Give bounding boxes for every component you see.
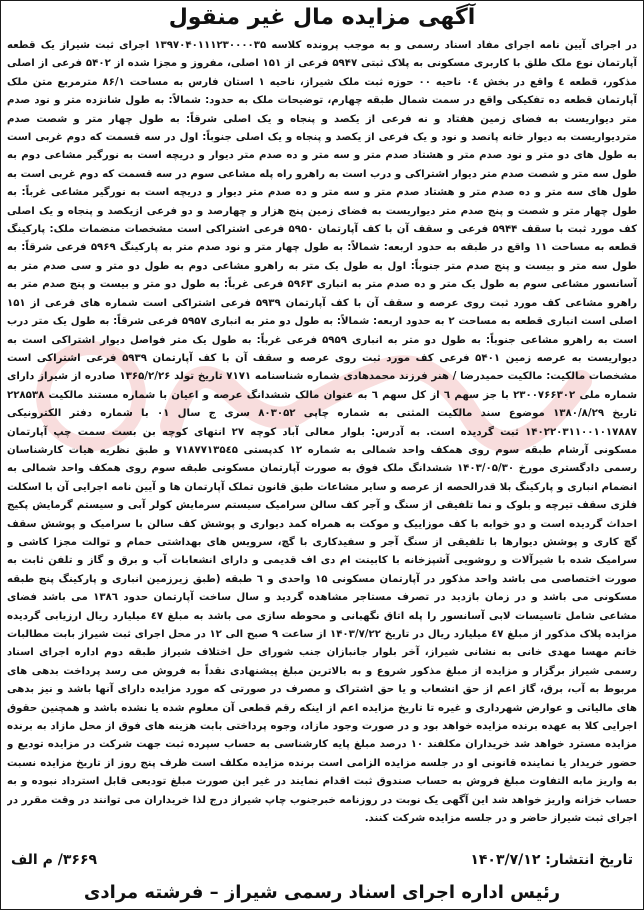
notice-code: ۳۶۶۹/ م الف — [11, 852, 98, 868]
notice-body: در اجرای آیین نامه اجرای مفاد اسناد رسمی و به موجب پرونده کلاسه ۱۳۹۷۰۴۰۱۱۱۲۳۰۰۰۰۳۵ اجرای ثبت شیراز یک قطعه آپارتمان نوع ملک طلق با کاربری مسکونی به پلاک ثبتی ۵۹۴۷ فرعی از ۱۵۱ اصلی، مفروز و مجزا شده از ۵۴۰۲ فرعی از اصلی مذکور، قطعه ٤ واقع در بخش ٠٤ ناحیه ٠٠ حوزه ثبت ملک شیراز، ناحیه ۱ استان فارس به مساحت ۸۶/۱ مترمربع متن ملک آپارتمان قطعه ده تفکیکی واقع در سمت شمال طبقه چهارم، توضیحات ملک به حدود: شمالاً: به طول شانزده متر و نود صدم متر دیواریست به فضای زمین هفتاد و نه فرعی از یکصد و پنجاه و یک اصلی شرقاً: به طول چهار متر و شصت صدم متردیواریست به دیوار خانه پانصد و نود و یک فرعی از یکصد و پنجاه و یک اصلی جنوباً: اول در سه قسمت که دوم غربی است به طول های دو متر و نود صدم متر و هشتاد صدم متر و سه متر و ده صدم متر دیوار و دریچه است به نورگیر مشاعی دوم به طول سه متر و شصت صدم متر دیوار اشتراکی و درب است به راهرو راه پله مشاعی سوم در سه قسمت که دوم غربی است به طول های سه متر و ده صدم متر و هشتاد صدم متر و سه متر و ده صدم متر دیوار و دریچه است به نورگیر مشاعی غرباً: به طول چهار متر و شصت و پنج صدم متر دیواریست به فضای زمین پنج هزار و چهارصد و دو فرعی ازیکصد و پنجاه و یک اصلی کف مورد ثبت با سقف ۵۹۴۴ فرعی و سقف آن با کف آپارتمان ۵۹۵۰ فرعی اشتراکی است مشخصات منضمات ملک: پارکینگ قطعه به مساحت ۱۱ واقع در طبقه به حدود اربعه: شمالاً: به طول چهار متر و نود صدم متر به پارکینگ ۵۹۶۹ فرعی شرقاً: به طول سه متر و بیست و پنج صدم متر جنوباً: اول به طول یک متر به راهرو مشاعی دوم به طول دو متر و سی صدم متر به آسانسور مشاعی سوم به طول یک متر و ده صدم متر به انباری ۵۹۶۳ فرعی غرباً: به طول دو متر و بیست و پنج صدم متر به راهرو مشاعی کف مورد ثبت روی عرصه و سقف آن با کف آپارتمان ۵۹۳۹ فرعی اشتراکی است شماره های فرعی از ۱۵۱ اصلی است انباری قطعه به مساحت ۲ به حدود اربعه: شمالاً: به طول دو متر به انباری ۵۹۵۷ فرعی شرقاً: به طول یک متر درب است به راهرو مشاعی جنوباً: به طول دو متر به انباری ۵۹۵۹ فرعی غرباً: به طول یک متر فواصل دیوار اشتراکی است به دیواریست به عرصه زمین ۵۴۰۱ فرعی کف مورد ثبت روی عرصه و سقف آن با کف آپارتمان ۵۹۳۹ فرعی اشتراکی است مشخصات مالکیت: مالکیت حمیدرضا / هنر فرزند محمدهادی شماره شناسنامه ۷۱۷۱ تاریخ تولد ۱۳۶۵/۲/۲۶ صادره از شیراز دارای شماره ملی ۲۳۰۰۷۶۶۳۰۲ با جز سهم ٦ از کل سهم ٦ به عنوان مالک ششدانگ عرصه و اعیان با شماره مستند مالکیت ۲۲۸۵۳۸ تاریخ ۱۳۸۰/۸/۲۹ موضوع سند مالکیت المثنی به شماره چاپی ۸۰۳۰۵۲ سری ج سال ۰۱ با شماره دفتر الکترونیکی ۱۴۰۲۲۰۳۱۱۰۰۱۰۱۷۸۸۷ ثبت گردیده است. به آدرس: بلوار معالی آباد کوچه ۲۷ انتهای کوچه بن بست سمت چپ آپارتمان مسکونی آرشام طبقه سوم روی همکف واحد شمالی به شماره ۱۲ کدپستی ۷۱۸۷۷۱۳۵٤۵ و طبق نظریه هیات کارشناسان رسمی دادگستری مورخ ۱۴۰۳/۰۵/۳۰ ششدانگ ملک فوق به صورت آپارتمان مسکونی طبقه سوم روی همکف واحد شمالی به انضمام انباری و پارکینگ بلا قدرالحصه از عرصه و سایر مشاعات طبق قانون تملک آپارتمان ها و آیین نامه اجرایی آن با اسکلت فلزی سقف تیرچه و بلوک و نما تلفیقی از سنگ و آجر کف سالن سرامیک سیستم سرمایش کولر آبی و سیستم گرمایش پکیج احداث گردیده است و دو خوابه با کف موزاییک و موکت به همراه کمد دیواری و پوشش کف سالن با سرامیک و پوشش سقف گچ کاری و پوشش دیوارها با تلفیقی از سنگ آجر و سفیدکاری با گچ، سرویس های بهداشتی حمام و توالت مجزا کاشی و سرامیک شده با شیرآلات و روشویی آشپزخانه با کابینت ام دی اف قدیمی و دارای انشعابات آب و برق و گاز و تلفن ثابت به صورت اختصاصی می باشد واحد مذکور در آپارتمان مسکونی ۱۵ واحدی و ٦ طبقه (طبق زیرزمین انباری و پارکینگ پنج طبقه مسکونی می باشد و در زمان بازدید در تصرف مستاجر مشاهده گردید و سال ساخت آپارتمان حدود ۱۳۸٦ می باشد فضای مشاعی شامل تاسیسات لابی آسانسور را پله اتاق نگهبانی و محوطه سازی می باشد به مبلغ ٤۷ میلیارد ریال ارزیابی گردیده مزایده پلاک مذکور از مبلغ ٤۷ میلیارد ریال در تاریخ ۱۴۰۳/۷/۲۲ از ساعت ۹ صبح الی ۱۲ در محل اجرای ثبت شیراز بابت مطالبات خانم مهسا مهدی خانی به نشانی شیراز، آخر بلوار جانبازان جنب شورای حل اختلاف شیراز طبقه دوم اداره اجرای اسناد رسمی شیراز برگزار و مزایده از مبلغ مذکور شروع و به بالاترین مبلغ پیشنهادی نقداً به فروش می رسد پرداخت بدهی های مربوط به آب، برق، گاز اعم از حق انشعاب و یا حق اشتراک و مصرف در صورتی که مورد مزایده دارای آنها باشد و نیز بدهی های مالیاتی و عوارض شهرداری و غیره تا تاریخ مزایده اعم از اینکه رقم قطعی آن معلوم شده یا نشده باشد و همچنین حقوق اجرایی کلا به عهده برنده مزایده خواهد بود و در صورت وجود مازاد، وجوه پرداختی بابت هزینه های فوق از محل مازاد به برنده مزایده مسترد خواهد شد خریداران مکلفند ۱۰ درصد مبلغ پایه کارشناسی به حساب سپرده ثبت جهت شرکت در مزایده تودیع و حضور خریدار یا نماینده قانونی او در جلسه مزایده الزامی است برنده مزایده مکلف است ظرف پنج روز از تاریخ مزایده نسبت به واریز مابه التفاوت مبلغ فروش به حساب صندوق ثبت اقدام نمایند در غیر این صورت مبلغ تودیعی قابل استرداد نبوده و به حساب خزانه واریز خواهد شد این آگهی یک نوبت در روزنامه خبرجنوب چاپ شیراز درج لذا خریداران می توانند در وقت مقرر در اجرای ثبت شیراز حاضر و در جلسه مزایده شرکت کنند. — [7, 40, 637, 825]
publish-date: تاریخ انتشار: ۱۴۰۳/۷/۱۲ — [470, 852, 633, 868]
footer-row — [11, 849, 633, 871]
notice-title: آگهی مزایده مال غیر منقول — [168, 5, 476, 30]
signature-line: رئیس اداره اجرای اسناد رسمی شیراز – فرشته مرادی — [83, 882, 561, 903]
